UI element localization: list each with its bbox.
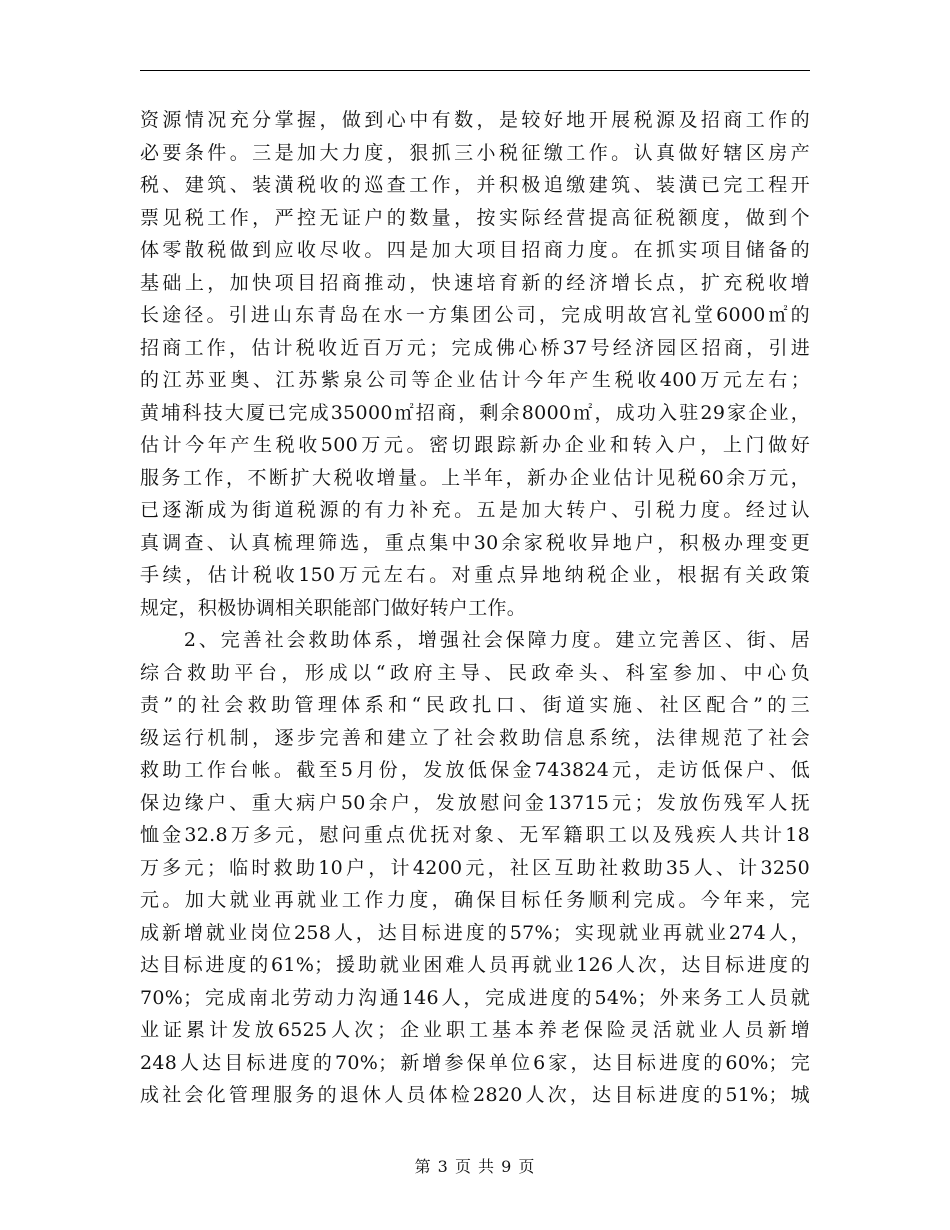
text-line: 票见税工作，严控无证户的数量，按实际经营提高征税额度，做到个 — [140, 206, 810, 229]
text-line: 70%；完成南北劳动力沟通146人，完成进度的54%；外来务工人员就 — [140, 986, 810, 1009]
text-line: 必要条件。三是加大力度，狠抓三小税征缴工作。认真做好辖区房产 — [140, 141, 810, 164]
paragraph-end-line: 规定，积极协调相关职能部门做好转户工作。 — [140, 596, 527, 619]
text-line: 已逐渐成为街道税源的有力补充。五是加大转户、引税力度。经过认 — [140, 499, 810, 521]
text-line: 黄埔科技大厦已完成35000㎡招商，剩余8000㎡，成功入驻29家企业， — [140, 401, 810, 424]
text-line: 元。加大就业再就业工作力度，确保目标任务顺利完成。今年来，完 — [140, 889, 810, 911]
text-line: 手续，估计税收150万元左右。对重点异地纳税企业，根据有关政策 — [140, 564, 810, 586]
text-line: 万多元；临时救助10户，计4200元，社区互助社救助35人、计3250 — [140, 856, 810, 879]
text-line: 成社会化管理服务的退休人员体检2820人次，达目标进度的51%；城 — [140, 1084, 810, 1106]
text-line: 达目标进度的61%；援助就业困难人员再就业126人次，达目标进度的 — [140, 954, 810, 976]
text-line: 的江苏亚奥、江苏紫泉公司等企业估计今年产生税收400万元左右； — [140, 369, 810, 391]
header-rule — [140, 70, 810, 71]
text-line: 真调查、认真梳理筛选，重点集中30余家税收异地户，积极办理变更 — [140, 531, 810, 554]
text-line: 综合救助平台，形成以“政府主导、民政牵头、科室参加、中心负 — [140, 661, 810, 684]
document-body — [140, 104, 810, 1112]
text-line: 服务工作，不断扩大税收增量。上半年，新办企业估计见税60余万元， — [140, 466, 810, 489]
text-line: 级运行机制，逐步完善和建立了社会救助信息系统，法律规范了社会 — [140, 726, 810, 749]
text-line: 基础上，加快项目招商推动，快速培育新的经济增长点，扩充税收增 — [140, 271, 810, 294]
paragraph-start-line: 2、完善社会救助体系，增强社会保障力度。建立完善区、街、居 — [140, 629, 810, 651]
text-line: 业证累计发放6525人次；企业职工基本养老保险灵活就业人员新增 — [140, 1019, 810, 1041]
text-line: 税、建筑、装潢税收的巡查工作，并积极追缴建筑、装潢已完工程开 — [140, 174, 810, 196]
text-line: 248人达目标进度的70%；新增参保单位6家，达目标进度的60%；完 — [140, 1051, 810, 1074]
text-line: 恤金32.8万多元，慰问重点优抚对象、无军籍职工以及残疾人共计18 — [140, 824, 810, 846]
page-number-footer: 第 3 页 共 9 页 — [414, 1157, 536, 1176]
text-line: 责”的社会救助管理体系和“民政扎口、街道实施、社区配合”的三 — [140, 694, 810, 716]
text-line: 保边缘户、重大病户50余户，发放慰问金13715元；发放伤残军人抚 — [140, 791, 810, 814]
text-line: 估计今年产生税收500万元。密切跟踪新办企业和转入户，上门做好 — [140, 434, 810, 456]
text-line: 成新增就业岗位258人，达目标进度的57%；实现就业再就业274人， — [140, 921, 810, 944]
text-line: 救助工作台帐。截至5月份，发放低保金743824元，走访低保户、低 — [140, 759, 810, 781]
text-line: 招商工作，估计税收近百万元；完成佛心桥37号经济园区招商，引进 — [140, 336, 810, 359]
text-line: 体零散税做到应收尽收。四是加大项目招商力度。在抓实项目储备的 — [140, 239, 810, 261]
text-line: 资源情况充分掌握，做到心中有数，是较好地开展税源及招商工作的 — [140, 109, 810, 131]
text-line: 长途径。引进山东青岛在水一方集团公司，完成明故宫礼堂6000㎡的 — [140, 304, 810, 326]
